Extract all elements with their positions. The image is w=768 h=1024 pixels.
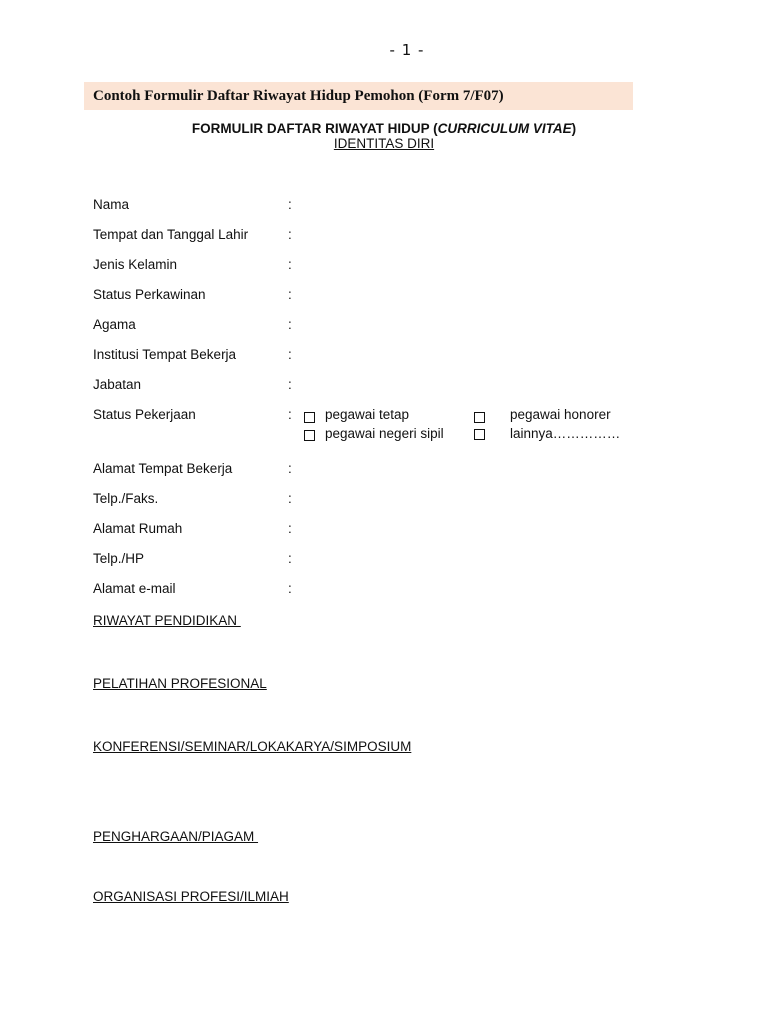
field-agama-colon: : xyxy=(288,317,292,332)
form-banner xyxy=(84,82,633,110)
field-alamat-tempat-bekerja-label: Alamat Tempat Bekerja xyxy=(93,461,233,476)
field-telp-hp-label: Telp./HP xyxy=(93,551,145,566)
section-identitas-diri: IDENTITAS DIRI xyxy=(333,136,435,151)
section-riwayat-pendidikan: RIWAYAT PENDIDIKAN xyxy=(93,613,241,628)
page-number: - 1 - xyxy=(389,41,425,59)
field-status-perkawinan-label: Status Perkawinan xyxy=(93,287,206,302)
field-telp-faks-label: Telp./Faks. xyxy=(93,491,159,506)
form-banner-text: Contoh Formulir Daftar Riwayat Hidup Pemohon (Form 7/F07) xyxy=(93,88,504,104)
field-alamat-email-label: Alamat e-mail xyxy=(93,581,176,596)
field-jabatan-colon: : xyxy=(288,377,292,392)
document-title-italic: CURRICULUM VITAE xyxy=(437,121,572,136)
field-jabatan-label: Jabatan xyxy=(93,377,142,392)
option-pegawai-tetap-label: pegawai tetap xyxy=(325,407,410,422)
field-nama-colon: : xyxy=(288,197,292,212)
field-alamat-rumah-label: Alamat Rumah xyxy=(93,521,183,536)
checkbox-pegawai-honorer[interactable] xyxy=(474,412,485,423)
section-penghargaan-piagam: PENGHARGAAN/PIAGAM xyxy=(93,829,259,844)
field-institusi-colon: : xyxy=(288,347,292,362)
field-status-perkawinan-colon: : xyxy=(288,287,292,302)
option-pegawai-honorer-label: pegawai honorer xyxy=(510,407,611,422)
section-konferensi-seminar: KONFERENSI/SEMINAR/LOKAKARYA/SIMPOSIUM xyxy=(93,739,412,754)
document-title-suffix: ) xyxy=(571,121,577,136)
checkbox-pegawai-tetap[interactable] xyxy=(304,412,315,423)
field-jenis-kelamin-label: Jenis Kelamin xyxy=(93,257,178,272)
field-tempat-tanggal-lahir-label: Tempat dan Tanggal Lahir xyxy=(93,227,249,242)
field-status-pekerjaan-colon: : xyxy=(288,407,292,422)
field-jenis-kelamin-colon: : xyxy=(288,257,292,272)
field-telp-hp-colon: : xyxy=(288,551,292,566)
document-title xyxy=(0,121,768,136)
checkbox-pegawai-negeri-sipil[interactable] xyxy=(304,430,315,441)
field-tempat-tanggal-lahir-colon: : xyxy=(288,227,292,242)
option-lainnya-label: lainnya…………… xyxy=(510,426,621,441)
field-status-pekerjaan-label: Status Pekerjaan xyxy=(93,407,196,422)
section-pelatihan-profesional: PELATIHAN PROFESIONAL xyxy=(93,676,267,691)
document-title-prefix: FORMULIR DAFTAR RIWAYAT HIDUP ( xyxy=(191,121,438,136)
field-agama-label: Agama xyxy=(93,317,136,332)
field-alamat-email-colon: : xyxy=(288,581,292,596)
field-nama-label: Nama xyxy=(93,197,130,212)
checkbox-lainnya[interactable] xyxy=(474,429,485,440)
field-alamat-tempat-bekerja-colon: : xyxy=(288,461,292,476)
field-institusi-label: Institusi Tempat Bekerja xyxy=(93,347,237,362)
section-organisasi-profesi: ORGANISASI PROFESI/ILMIAH xyxy=(93,889,289,904)
option-pegawai-negeri-sipil-label: pegawai negeri sipil xyxy=(325,426,444,441)
field-telp-faks-colon: : xyxy=(288,491,292,506)
field-alamat-rumah-colon: : xyxy=(288,521,292,536)
